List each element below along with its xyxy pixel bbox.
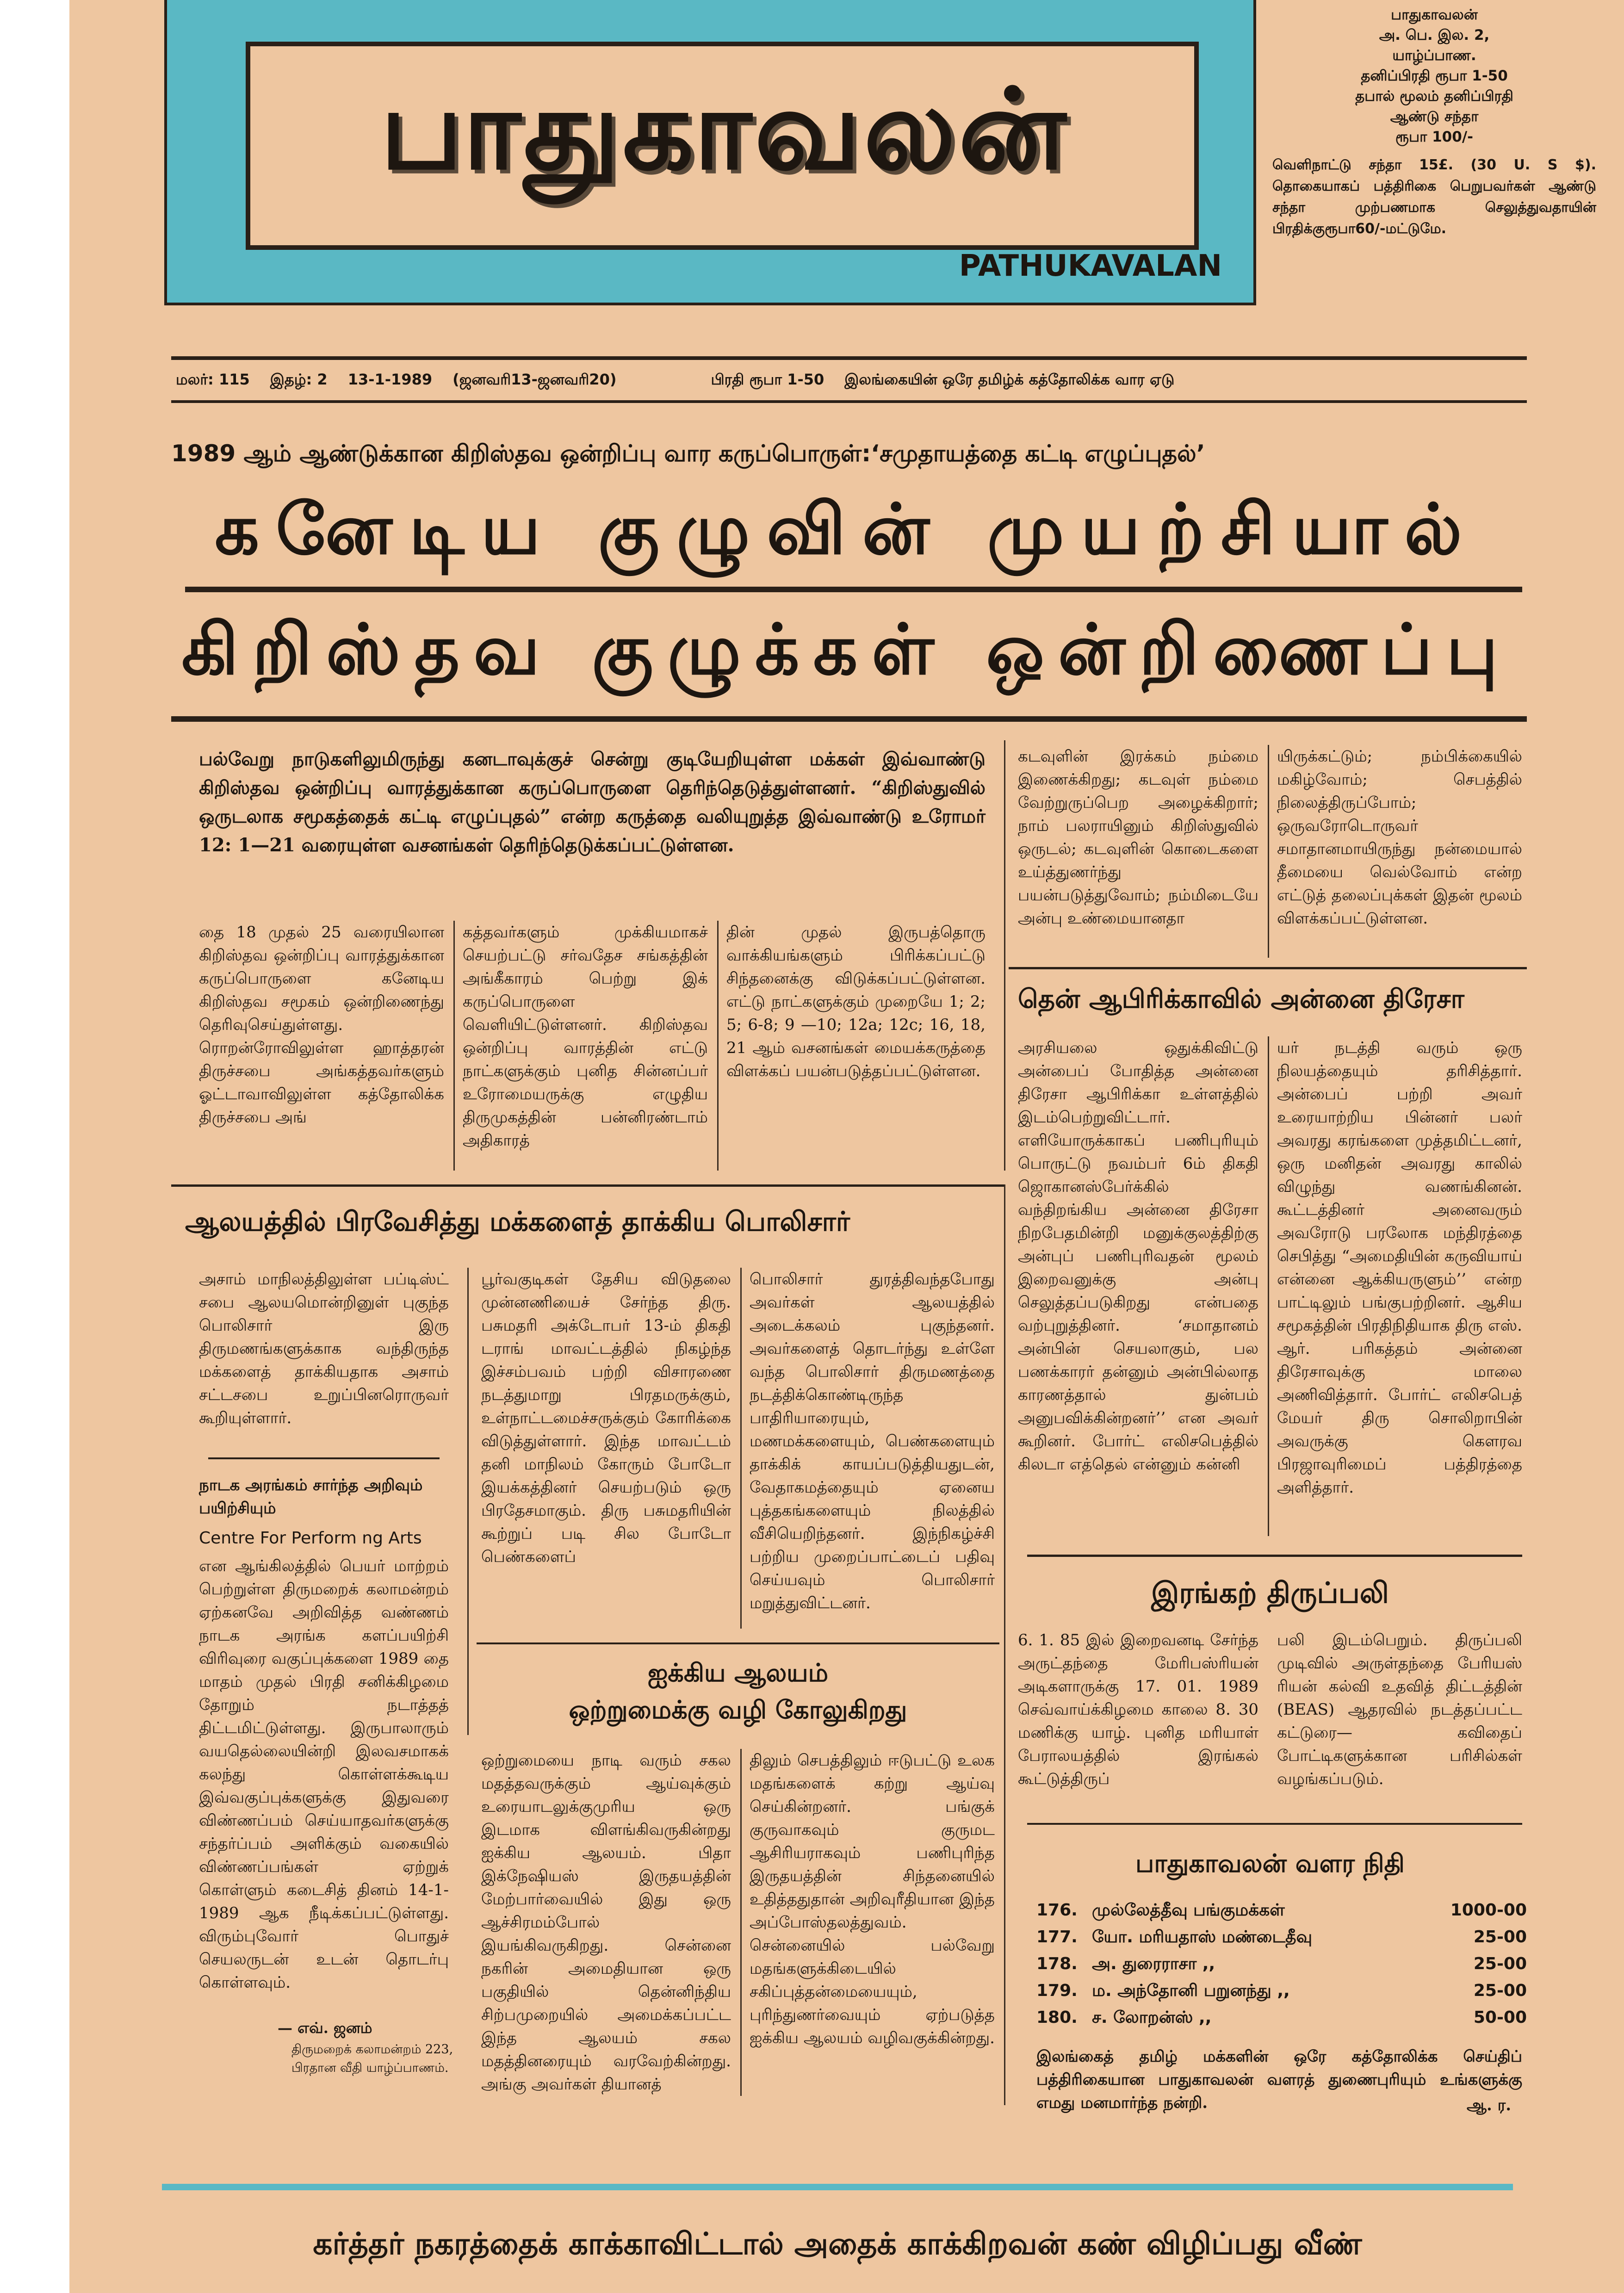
- theatre-rule: [208, 1457, 440, 1459]
- fund-thanks: இலங்கைத் தமிழ் மக்களின் ஒரே கத்தோலிக்க செய்திப் பத்திரிகையான பாதுகாவலன் வளரத் துணைபுரியும் உங்களுக்கு எமது மனமார்ந்த நன்றி.: [1036, 2047, 1522, 2112]
- masthead-banner: [164, 0, 1256, 305]
- lead-headline-2: கிறிஸ்தவ குழுக்கள் ஒன்றிணைப்பு: [181, 610, 1512, 690]
- police-rule: [171, 1184, 1004, 1187]
- fund-row: 180. ச. லோறன்ஸ் ,, 50-00: [1036, 2008, 1527, 2027]
- fund-headline: பாதுகாவலன் வளர நிதி: [1135, 1849, 1405, 1878]
- lead-col-2: கத்தவர்களும் முக்கியமாகச் செயற்பட்டு சர்வதேச சங்கத்தின் அங்கீகாரம் பெற்று இக் கருப்பொருளை வெளியிட்டுள்ளனர். கிறிஸ்தவ ஒன்றிப்பு வாரத்தின் எட்டு நாட்களுக்கும் புனித சின்னப்பர் உரோமையருக்கு எழுதிய திருமுகத்தின் பன்னிரண்டாம் அதிகாரத்: [463, 923, 708, 1150]
- unity-col-1: ஒற்றுமையை நாடி வரும் சகல மதத்தவருக்கும் ஆய்வுக்கும் உரையாடலுக்குமுரிய ஒரு இடமாக விளங்கிவருகின்றது ஐக்கிய ஆலயம். பிதா இக்நேஷியஸ் இருதயத்தின் மேற்பார்வையில் இது ஒரு ஆச்சிரமம்போல் இயங்கிவருகிறது. சென்னை நகரின் அமைதியான ஒரு பகுதியில் தென்னிந்திய சிற்பமுறையில் அமைக்கப்பட்ட இந்த ஆலயம் சகல மதத்தினரையும் வரவேற்கின்றது. அங்கு அவர்கள் தியானத்: [481, 1751, 731, 2094]
- fund-rule: [1027, 1823, 1522, 1825]
- lead-divider-3: [1004, 740, 1005, 1171]
- fund-editor: ஆ. ர.: [1467, 2096, 1512, 2114]
- unity-col-2: திலும் செபத்திலும் ஈடுபட்டு உலக மதங்களைக் கற்று ஆய்வு செய்கின்றனர். பங்குக் குருவாகவும் குருமட ஆசிரியராகவும் பணிபுரிந்த இருதயத்தின் சிந்தனையில் உதித்ததுதான் அறிவுரீதியான இந்த அப்போஸ்தலத்துவம். சென்னையில் பல்வேறு மதங்களுக்கிடையில் சகிப்புத்தன்மையையும், புரிந்துணர்வையும் ஏற்படுத்த ஐக்கிய ஆலயம் வழிவகுக்கின்றது.: [750, 1751, 995, 2047]
- lead-divider-1: [453, 921, 455, 1171]
- center-divider-lower: [1004, 1184, 1005, 2105]
- lead-rule-2: [171, 716, 1527, 722]
- tagline: இலங்கையின் ஒரே தமிழ்க் கத்தோலிக்க வார ஏடு: [844, 371, 1175, 388]
- teresa-col-1: அரசியலை ஒதுக்கிவிட்டு அன்பைப் போதித்த அன்னை திரேசா ஆபிரிக்கா உள்ளத்தில் இடம்பெற்றுவிட்டார். எளியோருக்காகப் பணிபுரியும் பொருட்டு நவம்பர் 6ம் திகதி ஜொகானஸ்பேர்க்கில் வந்திறங்கிய அன்னை திரேசா நிறபேதமின்றி மனுக்குலத்திற்கு அன்புப் பணிபுரிவதன் மூலம் இறைவனுக்கு அன்பு செலுத்தப்படுகிறது என்பதை வற்புறுத்தினர். ‘சமாதானம் அன்பின் செயலாகும், பல பணக்காரர் தன்னும் அன்பில்லாத காரணத்தால் துன்பம் அனுபவிக்கின்றனர்’’ என அவர் கூறினர். போர்ட் எலிசபெத்தில் கிலடா எத்தெல் என்னும் கன்னி: [1018, 1039, 1258, 1474]
- police-divider-1: [467, 1268, 469, 1735]
- fund-row: 176. முல்லேத்தீவு பங்குமக்கள் 1000-00: [1036, 1901, 1527, 1920]
- theatre-signoff: — எவ். ஜனம்: [278, 2019, 372, 2037]
- lead-divider-4: [1268, 745, 1269, 958]
- volume: மலர்: 115: [176, 371, 250, 388]
- masthead-english: PATHUKAVALAN: [959, 249, 1222, 283]
- footer-quote: கர்த்தர் நகரத்தைக் காக்காவிட்டால் அதைக் காக்கிறவன் கண் விழிப்பது வீண்: [313, 2226, 1362, 2262]
- issue-date: 13-1-1989: [347, 371, 433, 388]
- teresa-headline: தென் ஆபிரிக்காவில் அன்னை திரேசா: [1018, 984, 1464, 1014]
- fund-row: 179. ம. அந்தோனி பறுனந்து ,, 25-00: [1036, 1981, 1527, 2000]
- mass-col-2: பலி இடம்பெறும். திருப்பலி முடிவில் அருள்தந்தை பேரியஸ் ரியன் கல்வி உதவித் திட்டத்தின் (BEAS) ஆதரவில் நடத்தப்பட்ட கட்டுரை— கவிதைப் போட்டிகளுக்கான பரிசில்கள் வழங்கப்படும்.: [1277, 1631, 1522, 1788]
- police-col-3: பொலிசார் துரத்திவந்தபோது அவர்கள் ஆலயத்தில் அடைக்கலம் புகுந்தனர். அவர்களைத் தொடர்ந்து உள்ளே வந்த பொலிசார் திருமணத்தை நடத்திக்கொண்டிருந்த பாதிரியாரையும், மணமக்களையும், பெண்களையும் தாக்கிக் காயப்படுத்தியதுடன், வேதாகமத்தையும் ஏனைய புத்தகங்களையும் நிலத்தில் வீசியெறிந்தனர். இந்நிகழ்ச்சி பற்றிய முறைப்பாட்டைப் பதிவு செய்யவும் பொலிசார் மறுத்துவிட்டனர்.: [750, 1270, 995, 1612]
- dateline-rule-top: [171, 356, 1527, 360]
- theatre-english: Centre For Perform ng Arts: [199, 1529, 422, 1548]
- mass-headline: இரங்கற் திருப்பலி: [1151, 1576, 1389, 1610]
- police-col-1: அசாம் மாநிலத்திலுள்ள பப்டிஸ்ட் சபை ஆலயமொன்றினுள் புகுந்த பொலிசார் இரு திருமணங்களுக்காக வந்திருந்த மக்களைத் தாக்கியதாக அசாம் சட்டசபை உறுப்பினரொருவர் கூறியுள்ளார்.: [199, 1270, 449, 1427]
- teresa-col-2: யர் நடத்தி வரும் ஒரு நிலயத்தையும் தரிசித்தார். அன்பைப் பற்றி அவர் உரையாற்றிய பின்னர் பலர் அவரது கரங்களை முத்தமிட்டனர், ஒரு மனிதன் அவரது காலில் விழுந்து வணங்கினன். கூட்டத்தினர் அனைவரும் அவரோடு பரலோக மந்திரத்தை செபித்து “அமைதியின் கருவியாய் என்னை ஆக்கியருளும்’’ என்ற பாட்டிலும் பங்குபற்றினர். ஆசிய சமூகத்தின் பிரதிநிதியாக திரு எஸ். ஆர். பரிகத்தம் அன்னை திரேசாவுக்கு மாலை அணிவித்தார். போர்ட் எலிசபெத் மேயர் திரு சொலிறாபின் அவருக்கு கௌரவ பிரஜாவுரிமைப் பத்திரத்தை அளித்தார்.: [1277, 1039, 1522, 1497]
- dateline-rule-bottom: [171, 400, 1527, 403]
- teresa-rule: [1009, 967, 1527, 969]
- unity-headline-1: ஐக்கிய ஆலயம்: [647, 1658, 829, 1687]
- subscription-foreign: வெளிநாட்டு சந்தா 15£. (30 U. S $). தொகையாகப் பத்திரிகை பெறுபவர்கள் ஆண்டு சந்தா முற்பணமாக செலுத்துவதாயின் பிரதிக்குரூபா60/-மட்டுமே.: [1272, 157, 1596, 237]
- police-divider-2: [740, 1268, 742, 1629]
- lead-col-1: தை 18 முதல் 25 வரையிலான கிறிஸ்தவ ஒன்றிப்பு வாரத்துக்கான கருப்பொருளை கனேடிய கிறிஸ்தவ சமூகம் ஒன்றிணைந்து தெரிவுசெய்துள்ளது. ரொறன்ரோவிலுள்ள ஹாத்தரன் திருச்சபை அங்கத்தவர்களும் ஓட்டாவாவிலுள்ள கத்தோலிக்க திருச்சபை அங்: [199, 923, 444, 1127]
- mass-col-1: 6. 1. 85 இல் இறைவனடி சேர்ந்த அருட்தந்தை மேரிபஸ்ரியன் அடிகளாருக்கு 17. 01. 1989 செவ்வாய்க்கிழமை காலை 8. 30 மணிக்கு யாழ். புனித மரியாள் பேராலயத்தில் இரங்கல் கூட்டுத்திருப்: [1018, 1631, 1258, 1788]
- police-headline: ஆலயத்தில் பிரவேசித்து மக்களைத் தாக்கிய பொலிசார்: [185, 1206, 850, 1237]
- masthead-info: பாதுகாவலன் அ. பெ. இல. 2, யாழ்ப்பாண. தனிப்பிரதி ரூபா 1-50 தபால் மூலம் தனிப்பிரதி ஆண்டு சந்தா ரூபா 100/- வெளிநாட்டு சந்தா 15£. (30 U. S $). தொகையாகப் பத்திரிகை பெறுபவர்கள் ஆண்டு சந்தா முற்பணமாக செலுத்துவதாயின் பிரதிக்குரூபா60/-மட்டுமே.: [1272, 5, 1596, 240]
- theatre-heading: நாடக அரங்கம் சார்ந்த அறிவும் பயிற்சியும்: [199, 1476, 423, 1518]
- lead-headline-1: கனேடிய குழுவின் முயற்சியால்: [215, 490, 1479, 570]
- masthead-box: [246, 42, 1199, 250]
- dateline: [176, 368, 1527, 396]
- lead-intro: பல்வேறு நாடுகளிலுமிருந்து கனடாவுக்குச் சென்று குடியேறியுள்ள மக்கள் இவ்வாண்டு கிறிஸ்தவ ஒன்றிப்பு வாரத்துக்கான கருப்பொருளை தெரிந்தெடுத்துள்ளனர். “கிறிஸ்துவில் ஒருடலாக சமூகத்தைக் கட்டி எழுப்புதல்” என்ற கருத்தை வலியுறுத்த இவ்வாண்டு உரோமர் 12: 1—21 வரையுள்ள வசனங்கள் தெரிந்தெடுக்கப்பட்டுள்ளன.: [199, 748, 986, 856]
- footer-rule: [162, 2184, 1513, 2190]
- date-range: (ஜனவரி13-ஜனவரி20): [452, 371, 617, 388]
- lead-rule-1: [185, 587, 1522, 592]
- newspaper-page: [69, 0, 1624, 2293]
- theatre-body: என ஆங்கிலத்தில் பெயர் மாற்றம் பெற்றுள்ள திருமறைக் கலாமன்றம் ஏற்கனவே அறிவித்த வண்ணம் நாடக அரங்க களப்பயிற்சி விரிவுரை வகுப்புக்களை 1989 தை மாதம் முதல் பிரதி சனிக்கிழமை தோறும் நடாத்தத் திட்டமிட்டுள்ளது. இருபாலாரும் வயதெல்லையின்றி இலவசமாகக் கலந்து கொள்ளக்கூடிய இவ்வகுப்புக்களுக்கு இதுவரை விண்ணப்பம் செய்யாதவர்களுக்கு சந்தர்ப்பம் அளிக்கும் வகையில் விண்ணப்பங்கள் ஏற்றுக் கொள்ளும் கடைசித் தினம் 14-1-1989 ஆக நீடிக்கப்பட்டுள்ளது. விரும்புவோர் பொதுச் செயலருடன் உடன் தொடர்பு கொள்ளவும்.: [199, 1557, 449, 1992]
- lead-col-3: தின் முதல் இருபத்தொரு வாக்கியங்களும் பிரிக்கப்பட்டு சிந்தனைக்கு விடுக்கப்பட்டுள்ளன. எட்டு நாட்களுக்கும் முறையே 1; 2; 5; 6-8; 9 —10; 12a; 12c; 16, 18, 21 ஆம் வசனங்கள் மையக்கருத்தை விளக்கப் பயன்படுத்தப்பட்டுள்ளன.: [726, 923, 986, 1080]
- theatre-address: திருமறைக் கலாமன்றம் 223, பிரதான வீதி யாழ்ப்பாணம்.: [291, 2042, 453, 2075]
- fund-row: 177. யோ. மரியதாஸ் மண்டைதீவு 25-00: [1036, 1927, 1527, 1946]
- fund-row: 178. அ. துரைராசா ,, 25-00: [1036, 1954, 1527, 1973]
- lead-divider-2: [717, 921, 719, 1171]
- masthead-title: பாதுகாவலன்: [380, 65, 1069, 194]
- teresa-divider: [1268, 1036, 1269, 1536]
- mass-rule: [1027, 1555, 1522, 1557]
- unity-divider: [740, 1749, 742, 2096]
- price: பிரதி ரூபா 1-50: [711, 371, 824, 388]
- fund-table: [1036, 1897, 1527, 2031]
- unity-headline-2: ஒற்றுமைக்கு வழி கோலுகிறது: [569, 1695, 907, 1724]
- police-col-2: பூர்வகுடிகள் தேசிய விடுதலை முன்னணியைச் சேர்ந்த திரு. பசுமதரி அக்டோபர் 13-ம் திகதி டராங் மாவட்டத்தில் நிகழ்ந்த இச்சம்பவம் பற்றி விசாரணை நடத்துமாறு பிரதமருக்கும், உள்நாட்டமைச்சருக்கும் கோரிக்கை விடுத்துள்ளார். இந்த மாவட்டம் தனி மாநிலம் கோரும் போடோ இயக்கத்தினர் செயற்படும் ஒரு பிரதேசமாகும். திரு பசுமதரியின் கூற்றுப் படி சில போடோ பெண்களைப்: [481, 1270, 731, 1566]
- lead-kicker: 1989 ஆம் ஆண்டுக்கான கிறிஸ்தவ ஒன்றிப்பு வார கருப்பொருள்:‘சமுதாயத்தை கட்டி எழுப்புதல்’: [171, 440, 1205, 467]
- issue: இதழ்: 2: [270, 371, 328, 388]
- lead-col-5: யிருக்கட்டும்; நம்பிக்கையில் மகிழ்வோம்; செபத்தில் நிலைத்திருப்போம்; ஒருவரோடொருவர் சமாதானமாயிருந்து நன்மையால் தீமையை வெல்வோம் என்ற எட்டுத் தலைப்புக்கள் இதன் மூலம் விளக்கப்பட்டுள்ளன.: [1277, 747, 1522, 928]
- unity-rule: [477, 1642, 999, 1644]
- lead-col-4: கடவுளின் இரக்கம் நம்மை இணைக்கிறது; கடவுள் நம்மை வேற்றுருப்பெற அழைக்கிறார்; நாம் பலராயினும் கிறிஸ்துவில் ஒருடல்; கடவுளின் கொடைகளை உய்த்துணர்ந்து பயன்படுத்துவோம்; நம்மிடையே அன்பு உண்மையானதா: [1018, 747, 1258, 928]
